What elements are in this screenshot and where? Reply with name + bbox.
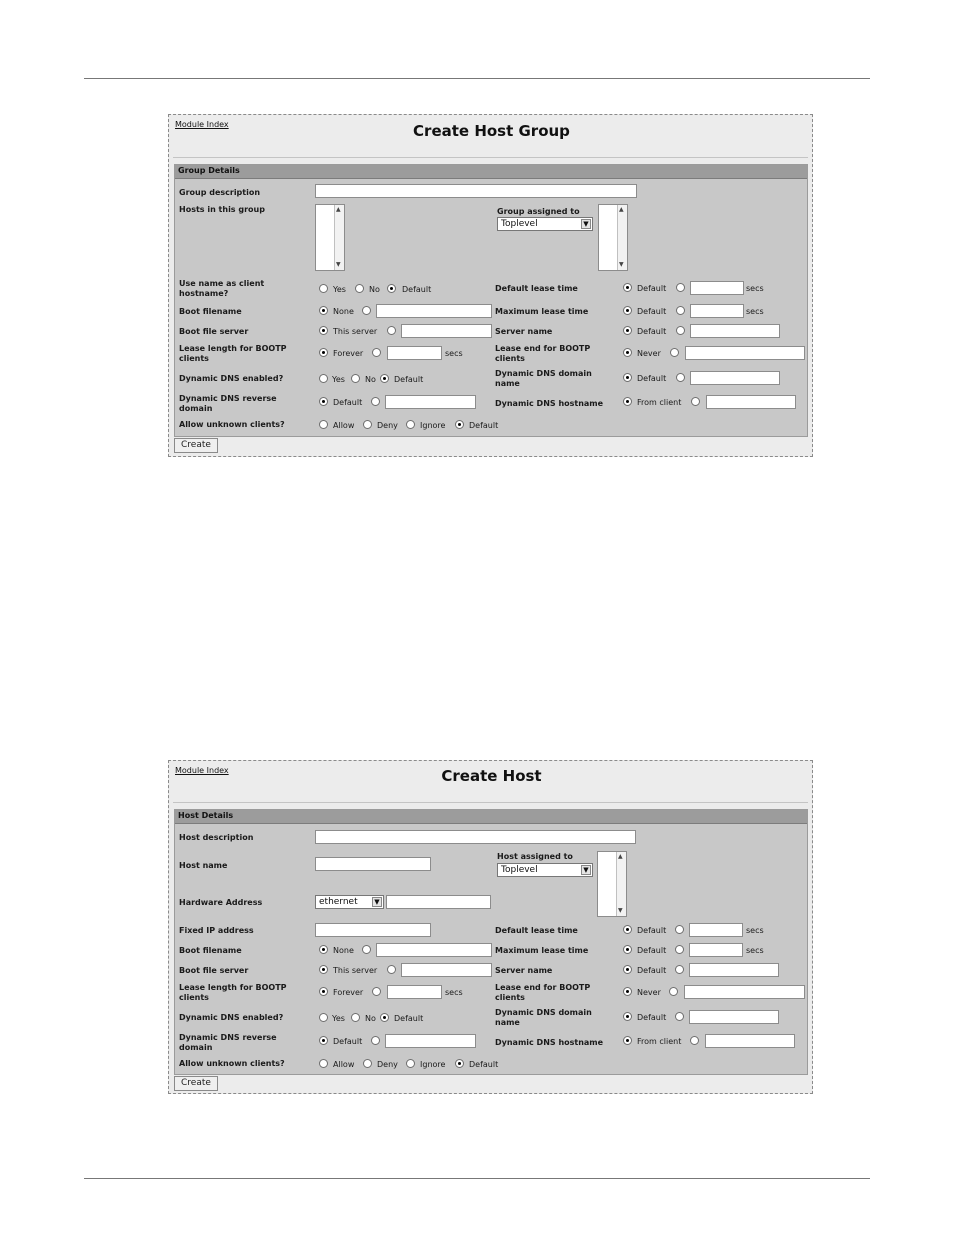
unknown-default-label: Default (469, 1060, 499, 1069)
boot-filename-none-label: None (333, 307, 354, 316)
ddns-enabled-label: Dynamic DNS enabled? (179, 374, 284, 383)
ddns-hostname-client-label: From client (637, 1037, 682, 1046)
ddns-yes-label: Yes (332, 1014, 345, 1023)
server-name-field[interactable] (689, 963, 779, 977)
ddns-no-label: No (365, 375, 376, 384)
ddns-domain-custom-radio[interactable] (675, 1012, 684, 1021)
max-lease-default-radio[interactable] (623, 306, 632, 315)
fixed-ip-label: Fixed IP address (179, 926, 254, 935)
max-lease-default-label: Default (637, 946, 667, 955)
lease-bootp-label: Lease length for BOOTP clients (179, 344, 287, 363)
max-lease-custom-radio[interactable] (676, 306, 685, 315)
ddns-domain-default-label: Default (637, 374, 667, 383)
boot-filename-none-label: None (333, 946, 354, 955)
page-title: Create Host Group (413, 122, 570, 140)
boot-filename-field[interactable] (376, 304, 492, 318)
group-details-panel (174, 164, 808, 437)
ddns-enabled-label: Dynamic DNS enabled? (179, 1013, 284, 1022)
host-description-label: Host description (179, 833, 254, 842)
lease-end-label: Lease end for BOOTP clients (495, 344, 591, 363)
hosts-listbox-scrollbar[interactable] (334, 205, 344, 270)
lease-end-never-radio[interactable] (623, 348, 632, 357)
scroll-down-icon[interactable]: ▼ (619, 261, 624, 268)
deny-radio[interactable] (363, 1059, 372, 1068)
use-name-no-label: No (369, 285, 380, 294)
ddns-no-label: No (365, 1014, 376, 1023)
default-lease-label: Default lease time (495, 926, 578, 935)
group-assigned-select[interactable] (497, 217, 593, 231)
max-lease-secs: secs (746, 946, 764, 955)
group-description-field[interactable] (315, 184, 637, 198)
default-lease-default-label: Default (637, 926, 667, 935)
use-name-yes-label: Yes (333, 285, 346, 294)
ddns-domain-label: Dynamic DNS domain name (495, 369, 592, 388)
max-lease-label: Maximum lease time (495, 946, 589, 955)
scroll-down-icon[interactable]: ▼ (336, 261, 341, 268)
group-assigned-listbox[interactable] (598, 204, 628, 271)
hardware-address-field[interactable] (386, 895, 491, 909)
hardware-type-select[interactable] (315, 895, 384, 909)
ddns-reverse-default-label: Default (333, 1037, 363, 1046)
ddns-yes-radio[interactable] (319, 374, 328, 383)
use-name-label: Use name as client hostname? (179, 279, 265, 298)
module-index-link[interactable]: Module Index (175, 120, 229, 129)
lease-bootp-forever-radio[interactable] (319, 987, 328, 996)
host-name-label: Host name (179, 861, 228, 870)
default-lease-label: Default lease time (495, 284, 578, 293)
lease-bootp-field[interactable] (387, 346, 442, 360)
max-lease-label: Maximum lease time (495, 307, 589, 316)
ddns-hostname-client-radio[interactable] (623, 397, 632, 406)
max-lease-custom-radio[interactable] (675, 945, 684, 954)
ddns-reverse-label: Dynamic DNS reverse domain (179, 394, 277, 413)
max-lease-default-label: Default (637, 307, 667, 316)
server-name-default-radio[interactable] (623, 965, 632, 974)
ddns-domain-field[interactable] (690, 371, 780, 385)
unknown-default-radio[interactable] (455, 1059, 464, 1068)
boot-filename-none-radio[interactable] (319, 306, 328, 315)
allow-unknown-label: Allow unknown clients? (179, 1059, 285, 1068)
allow-label: Allow (333, 1060, 355, 1069)
deny-label: Deny (377, 421, 398, 430)
ignore-radio[interactable] (406, 420, 415, 429)
lease-bootp-custom-radio[interactable] (372, 348, 381, 357)
fixed-ip-field[interactable] (315, 923, 431, 937)
deny-label: Deny (377, 1060, 398, 1069)
lease-end-custom-radio[interactable] (669, 987, 678, 996)
host-assigned-value: Toplevel (501, 865, 538, 875)
host-details-panel (174, 809, 808, 1075)
lease-bootp-forever-label: Forever (333, 988, 364, 997)
page-top-rule (84, 78, 870, 79)
ddns-reverse-field[interactable] (385, 1034, 476, 1048)
group-assigned-label: Group assigned to (497, 207, 580, 216)
ddns-no-radio[interactable] (351, 374, 360, 383)
default-lease-default-radio[interactable] (623, 283, 632, 292)
ddns-reverse-default-radio[interactable] (319, 1036, 328, 1045)
boot-server-this-radio[interactable] (319, 326, 328, 335)
allow-unknown-label: Allow unknown clients? (179, 420, 285, 429)
host-listbox-scrollbar[interactable] (616, 852, 626, 916)
hardware-label: Hardware Address (179, 898, 263, 907)
server-name-custom-radio[interactable] (676, 326, 685, 335)
default-lease-field[interactable] (690, 281, 744, 295)
ddns-hostname-client-label: From client (637, 398, 682, 407)
default-lease-custom-radio[interactable] (676, 283, 685, 292)
section-title: Group Details (178, 166, 240, 175)
allow-label: Allow (333, 421, 355, 430)
group-description-label: Group description (179, 188, 261, 197)
ddns-yes-label: Yes (332, 375, 345, 384)
title-divider (173, 802, 808, 803)
server-name-label: Server name (495, 966, 553, 975)
ddns-domain-default-radio[interactable] (623, 1012, 632, 1021)
ignore-label: Ignore (420, 1060, 446, 1069)
ddns-no-radio[interactable] (351, 1013, 360, 1022)
create-button[interactable]: Create (174, 438, 218, 453)
boot-server-custom-radio[interactable] (387, 965, 396, 974)
use-name-no-radio[interactable] (355, 284, 364, 293)
server-name-field[interactable] (690, 324, 780, 338)
host-assigned-select[interactable] (497, 863, 593, 877)
chevron-down-icon: ▼ (581, 865, 591, 875)
group-listbox-scrollbar[interactable] (617, 205, 627, 270)
default-lease-field[interactable] (689, 923, 743, 937)
ddns-reverse-field[interactable] (385, 395, 476, 409)
unknown-default-radio[interactable] (455, 420, 464, 429)
default-lease-custom-radio[interactable] (675, 925, 684, 934)
lease-end-custom-radio[interactable] (670, 348, 679, 357)
ddns-hostname-label: Dynamic DNS hostname (495, 1038, 604, 1047)
create-host-screenshot (168, 760, 813, 1094)
title-divider (173, 157, 808, 158)
ddns-domain-custom-radio[interactable] (676, 373, 685, 382)
boot-filename-custom-radio[interactable] (362, 306, 371, 315)
lease-bootp-forever-label: Forever (333, 349, 364, 358)
page-title: Create Host (441, 767, 542, 785)
lease-end-never-radio[interactable] (623, 987, 632, 996)
max-lease-default-radio[interactable] (623, 945, 632, 954)
ddns-hostname-field[interactable] (706, 395, 796, 409)
server-name-default-radio[interactable] (623, 326, 632, 335)
scroll-up-icon[interactable]: ▲ (336, 206, 341, 213)
deny-radio[interactable] (363, 420, 372, 429)
boot-server-this-label: This server (333, 966, 378, 975)
ddns-domain-label: Dynamic DNS domain name (495, 1008, 592, 1027)
host-description-field[interactable] (315, 830, 636, 844)
hardware-type-value: ethernet (319, 897, 358, 907)
hosts-in-group-label: Hosts in this group (179, 205, 265, 214)
allow-radio[interactable] (319, 420, 328, 429)
ddns-reverse-custom-radio[interactable] (371, 397, 380, 406)
ddns-reverse-label: Dynamic DNS reverse domain (179, 1033, 277, 1052)
chevron-down-icon: ▼ (581, 219, 591, 229)
scroll-down-icon[interactable]: ▼ (618, 907, 623, 914)
ddns-hostname-field[interactable] (705, 1034, 795, 1048)
ignore-radio[interactable] (406, 1059, 415, 1068)
default-lease-default-radio[interactable] (623, 925, 632, 934)
ddns-domain-default-label: Default (637, 1013, 667, 1022)
ddns-yes-radio[interactable] (319, 1013, 328, 1022)
boot-server-label: Boot file server (179, 966, 249, 975)
allow-radio[interactable] (319, 1059, 328, 1068)
lease-end-never-label: Never (637, 988, 661, 997)
default-lease-default-label: Default (637, 284, 667, 293)
boot-server-label: Boot file server (179, 327, 249, 336)
ddns-reverse-default-radio[interactable] (319, 397, 328, 406)
lease-bootp-forever-radio[interactable] (319, 348, 328, 357)
boot-filename-label: Boot filename (179, 946, 242, 955)
ddns-hostname-custom-radio[interactable] (690, 1036, 699, 1045)
boot-server-field[interactable] (401, 324, 492, 338)
ddns-default-radio[interactable] (380, 374, 389, 383)
lease-end-label: Lease end for BOOTP clients (495, 983, 591, 1002)
use-name-default-radio[interactable] (387, 284, 396, 293)
use-name-default-label: Default (402, 285, 432, 294)
max-lease-secs: secs (746, 307, 764, 316)
default-lease-secs: secs (746, 284, 764, 293)
create-host-group-screenshot (168, 114, 813, 457)
server-name-default-label: Default (637, 327, 667, 336)
server-name-label: Server name (495, 327, 553, 336)
lease-end-field[interactable] (685, 346, 805, 360)
ddns-reverse-custom-radio[interactable] (371, 1036, 380, 1045)
boot-server-this-label: This server (333, 327, 378, 336)
ddns-default-radio[interactable] (380, 1013, 389, 1022)
boot-server-field[interactable] (401, 963, 492, 977)
chevron-down-icon: ▼ (372, 897, 382, 907)
ddns-default-label: Default (394, 375, 424, 384)
page-bottom-rule (84, 1178, 870, 1179)
boot-filename-field[interactable] (376, 943, 492, 957)
max-lease-field[interactable] (689, 943, 743, 957)
group-assigned-value: Toplevel (501, 219, 538, 229)
lease-bootp-secs: secs (445, 349, 463, 358)
boot-server-custom-radio[interactable] (387, 326, 396, 335)
ddns-domain-field[interactable] (689, 1010, 779, 1024)
boot-filename-label: Boot filename (179, 307, 242, 316)
host-name-field[interactable] (315, 857, 431, 871)
module-index-link[interactable]: Module Index (175, 766, 229, 775)
lease-bootp-field[interactable] (387, 985, 442, 999)
unknown-default-label: Default (469, 421, 499, 430)
ddns-hostname-label: Dynamic DNS hostname (495, 399, 604, 408)
default-lease-secs: secs (746, 926, 764, 935)
scroll-up-icon[interactable]: ▲ (618, 853, 623, 860)
hosts-listbox[interactable] (315, 204, 345, 271)
ddns-hostname-custom-radio[interactable] (691, 397, 700, 406)
scroll-up-icon[interactable]: ▲ (619, 206, 624, 213)
section-header (175, 165, 807, 179)
max-lease-field[interactable] (690, 304, 744, 318)
ddns-reverse-default-label: Default (333, 398, 363, 407)
lease-bootp-secs: secs (445, 988, 463, 997)
ddns-domain-default-radio[interactable] (623, 373, 632, 382)
server-name-default-label: Default (637, 966, 667, 975)
create-button[interactable]: Create (174, 1076, 218, 1091)
section-title: Host Details (178, 811, 234, 820)
section-header (175, 810, 807, 824)
host-assigned-listbox[interactable] (597, 851, 627, 917)
boot-filename-none-radio[interactable] (319, 945, 328, 954)
lease-end-field[interactable] (684, 985, 805, 999)
boot-filename-custom-radio[interactable] (362, 945, 371, 954)
ddns-hostname-client-radio[interactable] (623, 1036, 632, 1045)
ignore-label: Ignore (420, 421, 446, 430)
boot-server-this-radio[interactable] (319, 965, 328, 974)
use-name-yes-radio[interactable] (319, 284, 328, 293)
host-assigned-label: Host assigned to (497, 852, 573, 861)
ddns-default-label: Default (394, 1014, 424, 1023)
lease-end-never-label: Never (637, 349, 661, 358)
lease-bootp-label: Lease length for BOOTP clients (179, 983, 287, 1002)
lease-bootp-custom-radio[interactable] (372, 987, 381, 996)
server-name-custom-radio[interactable] (675, 965, 684, 974)
